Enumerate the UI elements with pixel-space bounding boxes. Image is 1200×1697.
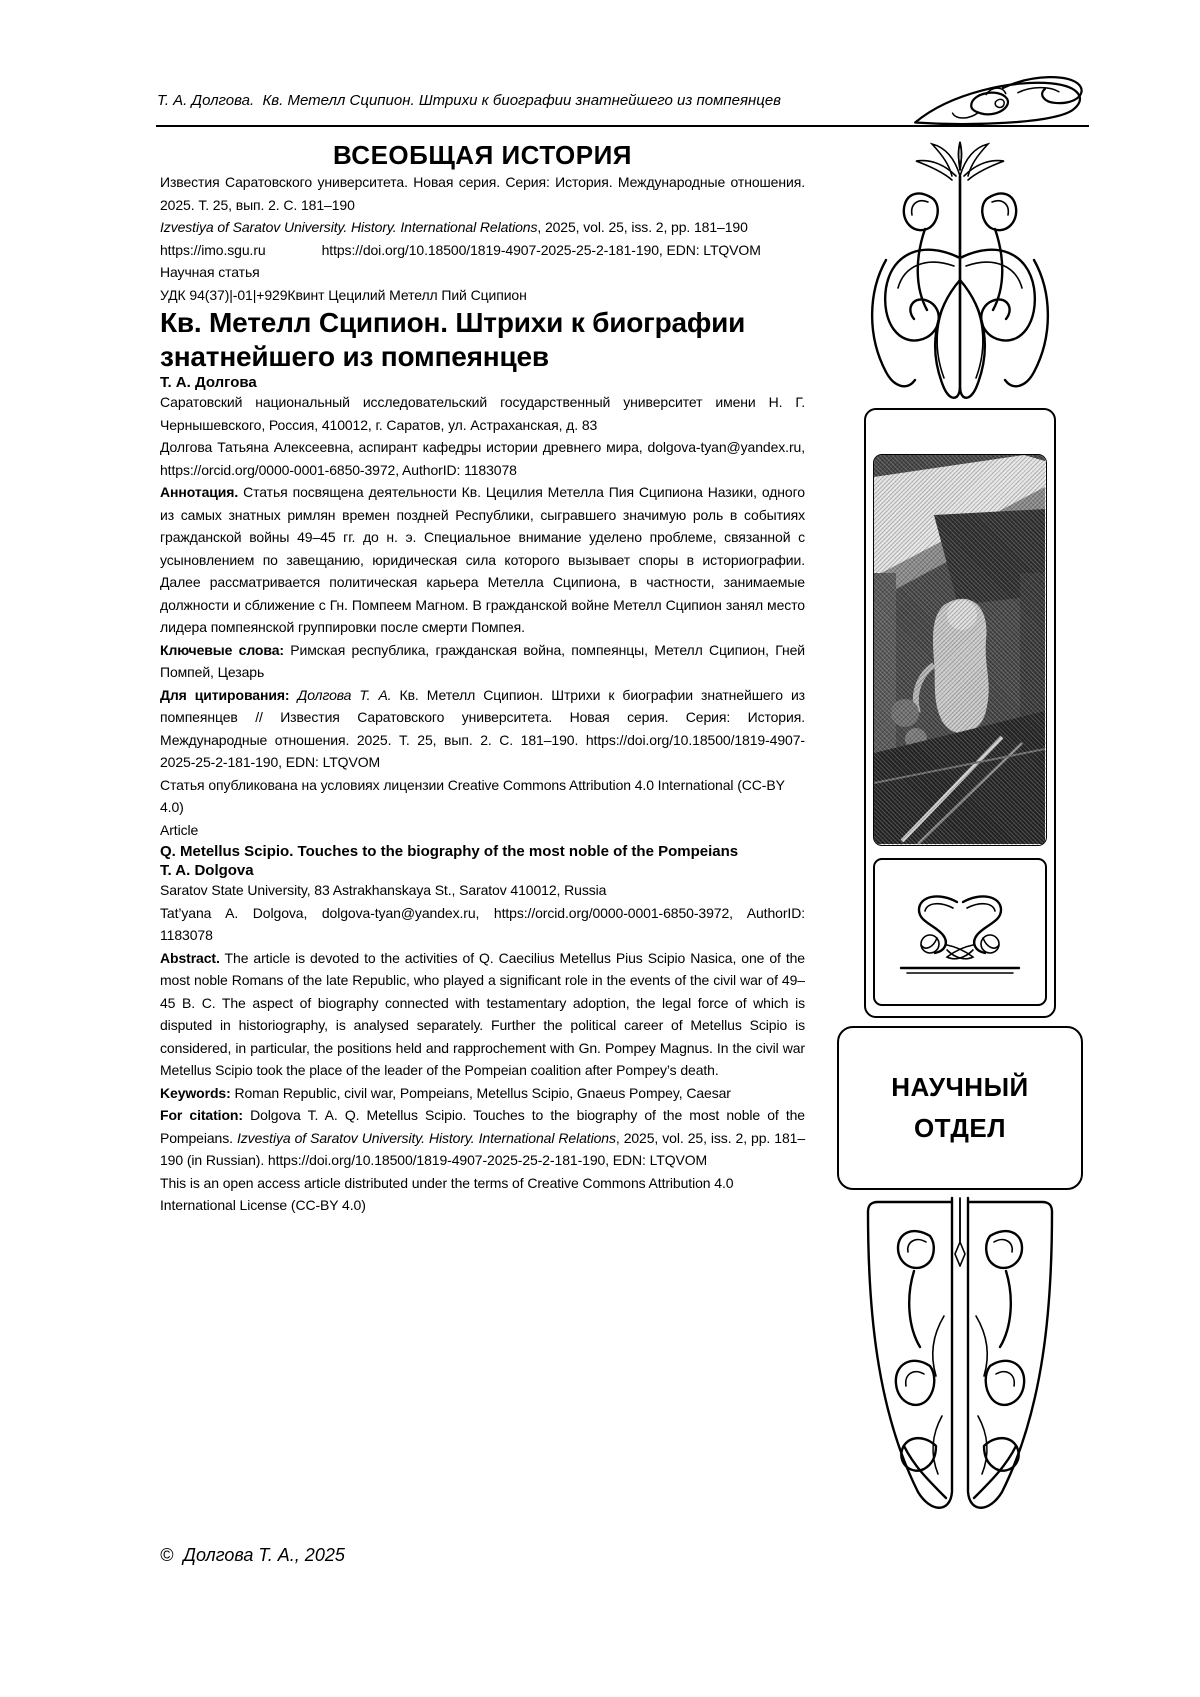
sidebar-inner-box [873,858,1047,1006]
article-photo [873,454,1047,846]
article-type-ru: Научная статья [160,264,260,280]
section-label-line2: ОТДЕЛ [913,1113,1007,1143]
udc-code: УДК 94(37)|-01|+929Квинт Цецилий Метелл Пий Сципион [160,286,527,303]
article-title-en: Q. Metellus Scipio. Touches to the biography of the most noble of the Pompeians [160,843,739,860]
author-name-en: T. A. Dolgova [160,862,254,879]
keywords-ru [160,639,805,684]
author-details-en: Tat’yana A. Dolgova, dolgova-tyan@yandex.ru, https://orcid.org/0000-0001-6850-3972, AuthorID: 1183078 [160,904,805,943]
keywords-text-ru: Римская республика, гражданская война, помпеянцы, Метелл Сципион, Гней Помпей, Цезарь [160,641,806,680]
affiliation-ru: Саратовский национальный исследовательский государственный университет имени Н. Г. Чернышевского, Россия, 410012, г. Саратов, ул. Астраханская, д. 83 [160,394,805,433]
keywords-en [160,1082,805,1105]
journal-name-en: Izvestiya of Saratov University. History. International Relations [160,219,538,235]
citation-journal-en: Izvestiya of Saratov University. History. International Relations [236,1129,616,1146]
doi-link[interactable]: https://doi.org/10.18500/1819-4907-2025-25-2-181-190, EDN: LTQVOM [321,241,761,258]
publication-info-ru: Известия Саратовского университета. Новая серия. Серия: История. Международные отношения. 2025. Т. 25, вып. 2. С. 181–190 [160,174,805,213]
journal-section-title: ВСЕОБЩАЯ ИСТОРИЯ [333,140,632,170]
keywords-label-en: Keywords: [160,1084,231,1101]
abstract-ru [160,481,805,639]
affiliation-en: Saratov State University, 83 Astrakhanskaya St., Saratov 410012, Russia [160,882,607,898]
keywords-label-ru: Ключевые слова: [160,641,284,658]
citation-before-en: Dolgova T. A. Q. Metellus Scipio. Touches to the biography of the most noble of the Pompeians. [160,1107,805,1146]
swirl-ornament [885,884,1035,980]
article-type-en: Article [160,821,199,838]
publication-info-en [160,216,805,239]
decorative-sidebar [835,140,1085,1526]
header-flourish-ornament [912,74,1092,130]
abstract-label-en: Abstract. [160,949,220,966]
section-label-box [837,1026,1083,1190]
open-access-statement: This is an open access article distributed under the terms of Creative Commons Attribution 4.0 International License (CC-BY 4.0) [160,1174,734,1213]
journal-links [160,239,805,262]
citation-label-ru: Для цитирования: [160,686,290,703]
section-label-line1: НАУЧНЫЙ [891,1072,1029,1102]
author-name-ru: Т. А. Долгова [160,374,257,391]
abstract-en [160,947,805,1082]
citation-author-ru: Долгова Т. А. [289,686,392,703]
citation-en [160,1104,805,1172]
floral-top-ornament [854,140,1066,412]
article-front-matter [160,140,805,1217]
sidebar-frame [864,408,1056,1018]
citation-ru [160,684,805,774]
author-details-ru: Долгова Татьяна Алексеевна, аспирант кафедры истории древнего мира, dolgova-tyan@yandex.ru, https://orcid.org/0000-0001-6850-3972, AuthorID: 1183078 [160,439,805,478]
publication-info-en-rest: , 2025, vol. 25, iss. 2, pp. 181–190 [537,219,748,235]
license-statement-ru: Статья опубликована на условиях лицензии Creative Commons Attribution 4.0 International (CC-BY 4.0) [160,776,785,815]
running-head: Т. А. Долгова. Кв. Метелл Сципион. Штрихи к биографии знатнейшего из помпеянцев [157,92,782,109]
article-title-ru: Кв. Метелл Сципион. Штрихи к биографии знатнейшего из помпеянцев [160,307,746,372]
copyright-line: © Долгова Т. А., 2025 [160,1545,345,1565]
abstract-text-en: The article is devoted to the activities of Q. Caecilius Metellus Pius Scipio Nasica, one of the most noble Romans of the late Republic, who played a significant role in the events of the civil war of 49–45 B. C. The aspect of biography connected with testamentary adoption, the legal force of which is disputed in historiography, is analysed separately. Further the political career of Metellus Scipio is considered, in particular, the positions held and rapprochement with Gn. Pompey Magnus. In the civil war Metellus Scipio took the place of the leader of the Pompeian coalition after Pompey’s death. [160,949,805,1078]
citation-after-en: , 2025, vol. 25, iss. 2, pp. 181–190 (in Russian). https://doi.org/10.18500/1819-4907-2025-25-2-181-190, EDN: LTQVOM [160,1129,805,1168]
keywords-text-en: Roman Republic, civil war, Pompeians, Metellus Scipio, Gnaeus Pompey, Caesar [230,1084,731,1101]
floral-bottom-ornament [854,1196,1066,1526]
abstract-text-ru: Статья посвящена деятельности Кв. Цецилия Метелла Пия Сципиона Назики, одного из самых знатных римлян времен поздней Республики, сыгравшего значимую роль в событиях гражданской войны 49–45 гг. до н. э. Специальное внимание уделено проблеме, связанной с усыновлением по завещанию, юридическая сила которого вызывает споры в историографии. Далее рассматривается политическая карьера Метелла Сципиона, в частности, занимаемые должности и сближение с Гн. Помпеем Магном. В гражданской войне Метелл Сципион занял место лидера помпеянской группировки после смерти Помпея. [160,484,805,635]
citation-label-en: For citation: [160,1107,243,1123]
journal-site-link[interactable]: https://imo.sgu.ru [160,241,266,258]
citation-text-ru: Кв. Метелл Сципион. Штрихи к биографии знатнейшего из помпеянцев // Известия Саратовского университета. Новая серия. Серия: История. Международные отношения. 2025. Т. 25, вып. 2. С. 181–190. https://doi.org/10.18500/1819-4907-2025-25-2-181-190, EDN: LTQVOM [160,686,805,770]
abstract-label-ru: Аннотация. [160,484,239,500]
